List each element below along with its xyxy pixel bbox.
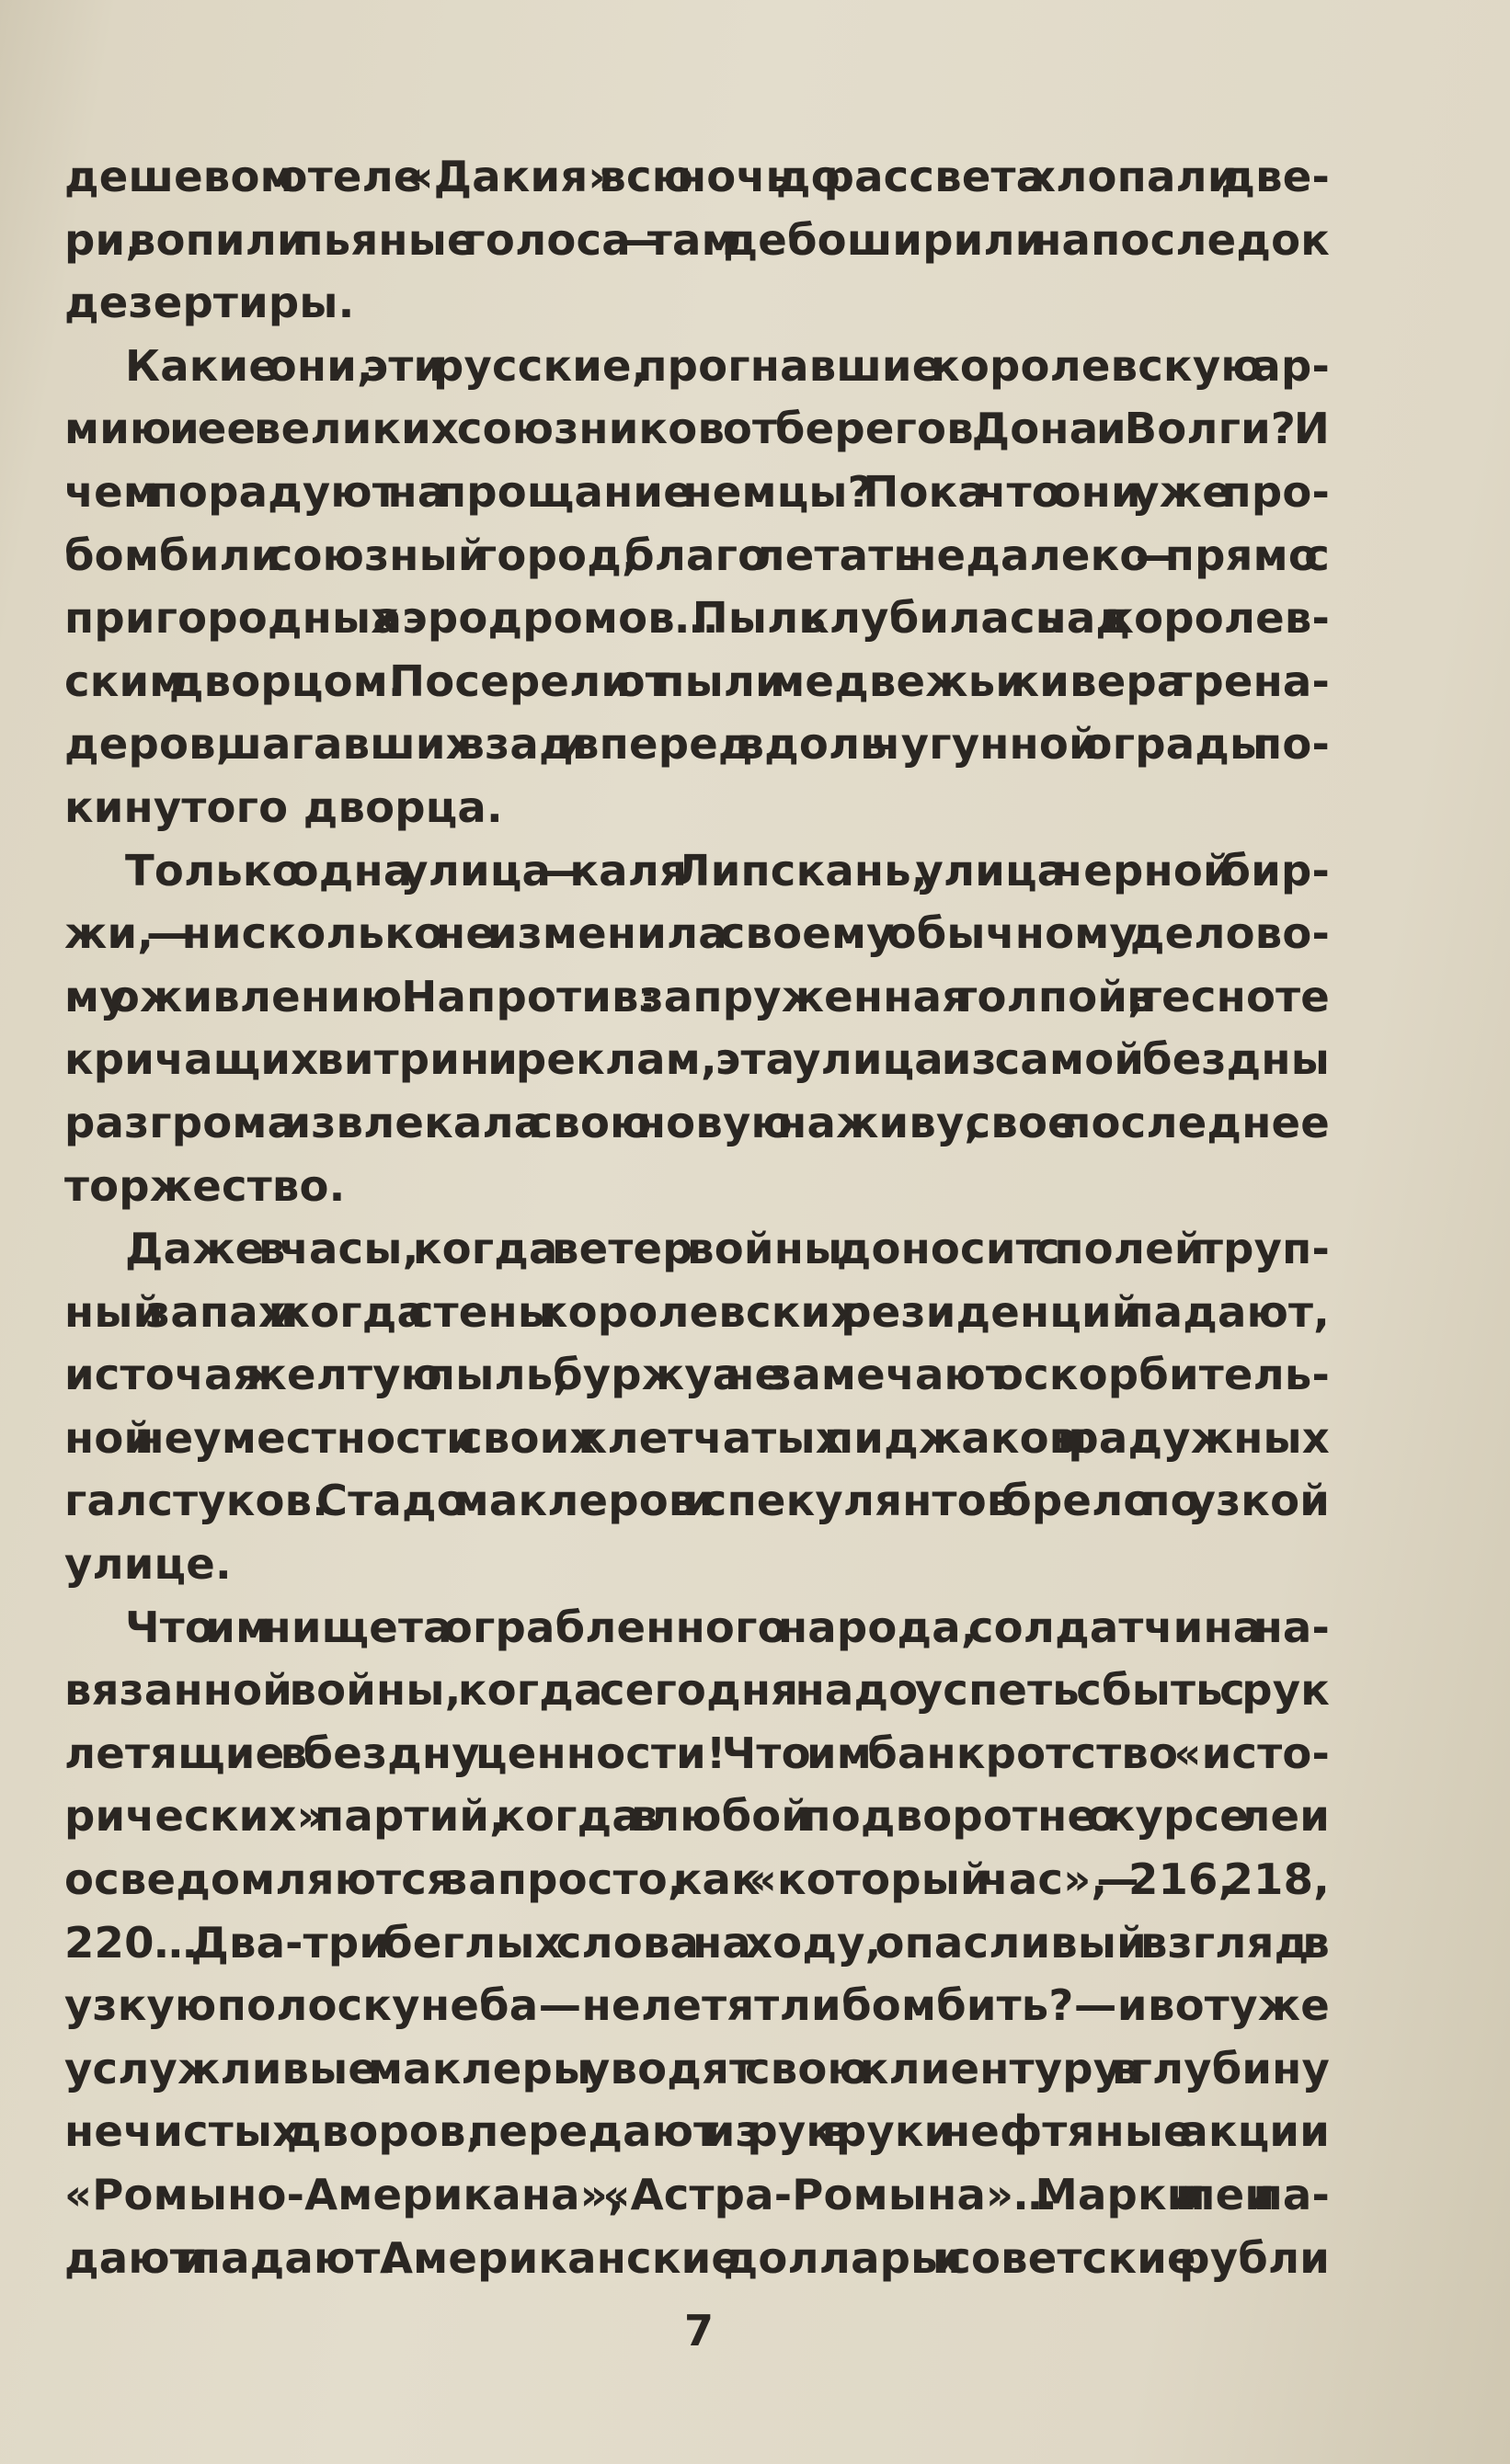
text-line: галстуков. Стадо маклеров и спекулянтов брело по узкой bbox=[64, 1476, 1330, 1526]
text-line: Даже в часы, когда ветер войны доносит с полей труп- bbox=[125, 1224, 1330, 1274]
text-line: дешевом отеле «Дакия» всю ночь до рассвета хлопали две- bbox=[64, 152, 1330, 201]
text-line: дают и падают. Американские доллары и советские рубли bbox=[64, 2232, 1330, 2283]
body-text bbox=[64, 145, 1330, 2289]
text-line: летящие в бездну ценности! Что им банкротство «исто- bbox=[64, 1728, 1330, 1778]
text-line: разгрома извлекала свою новую наживу, свое последнее bbox=[64, 1097, 1330, 1147]
text-line: осведомляются запросто, как «который час», — 216, 218, bbox=[64, 1854, 1330, 1905]
text-line: улице. bbox=[64, 1539, 232, 1590]
text-line: кинутого дворца. bbox=[64, 781, 503, 832]
text-line: бомбили союзный город, благо летать недалеко — прямо с bbox=[64, 530, 1330, 580]
text-line: рических» партий, когда в любой подворотне о курсе леи bbox=[64, 1791, 1330, 1842]
text-line: пригородных аэродромов… Пыль клубилась над королев- bbox=[64, 593, 1330, 644]
text-line: ный запах и когда стены королевских резиденций падают, bbox=[64, 1286, 1330, 1337]
text-line: вязанной войны, когда сегодня надо успеть сбыть с рук bbox=[64, 1665, 1330, 1716]
text-line: Что им нищета ограбленного народа, солдатчина на- bbox=[125, 1602, 1330, 1652]
text-line: жи, — нисколько не изменила своему обычному делово- bbox=[64, 908, 1330, 959]
text-line: дезертиры. bbox=[64, 278, 355, 328]
text-line: Какие они, эти русские, прогнавшие королевскую ар- bbox=[125, 340, 1330, 391]
text-line: 220… Два-три беглых слова на ходу, опасливый взгляд в bbox=[64, 1917, 1330, 1968]
text-line: нечистых дворов, передают из рук в руки нефтяные акции bbox=[64, 2106, 1330, 2157]
text-line: деров, шагавших взад и вперед вдоль чугунной ограды по- bbox=[64, 719, 1330, 770]
text-line: источая желтую пыль, буржуа не замечают оскорбитель- bbox=[64, 1350, 1330, 1400]
text-line: чем порадуют на прощание немцы? Пока что они уже про- bbox=[64, 466, 1330, 517]
text-line: ной неуместности своих клетчатых пиджаков и радужных bbox=[64, 1412, 1330, 1463]
page-number: 7 bbox=[683, 2306, 714, 2356]
text-line: кричащих витрин и реклам, эта улица из самой бездны bbox=[64, 1034, 1330, 1085]
text-line: мию и ее великих союзников от берегов Дона и Волги? И bbox=[64, 404, 1330, 454]
text-line: ри, вопили пьяные голоса — там дебоширили напоследок bbox=[64, 214, 1330, 265]
text-line: ским дворцом. Посерели от пыли медвежьи кивера грена- bbox=[64, 656, 1330, 706]
text-line: му оживлению. Напротив: запруженная толпой, в тесноте bbox=[64, 971, 1330, 1021]
text-line: узкую полоску неба — не летят ли бомбить? — и вот уже bbox=[64, 1980, 1330, 2031]
text-line: Только одна улица — каля Липскань, улица черной бир- bbox=[125, 845, 1330, 895]
text-line: «Ромыно-Американа», «Астра-Ромына»… Марки и леи па- bbox=[64, 2170, 1330, 2219]
text-line: торжество. bbox=[64, 1160, 346, 1211]
text-line: услужливые маклеры уводят свою клиентуру в глубину bbox=[64, 2043, 1330, 2093]
